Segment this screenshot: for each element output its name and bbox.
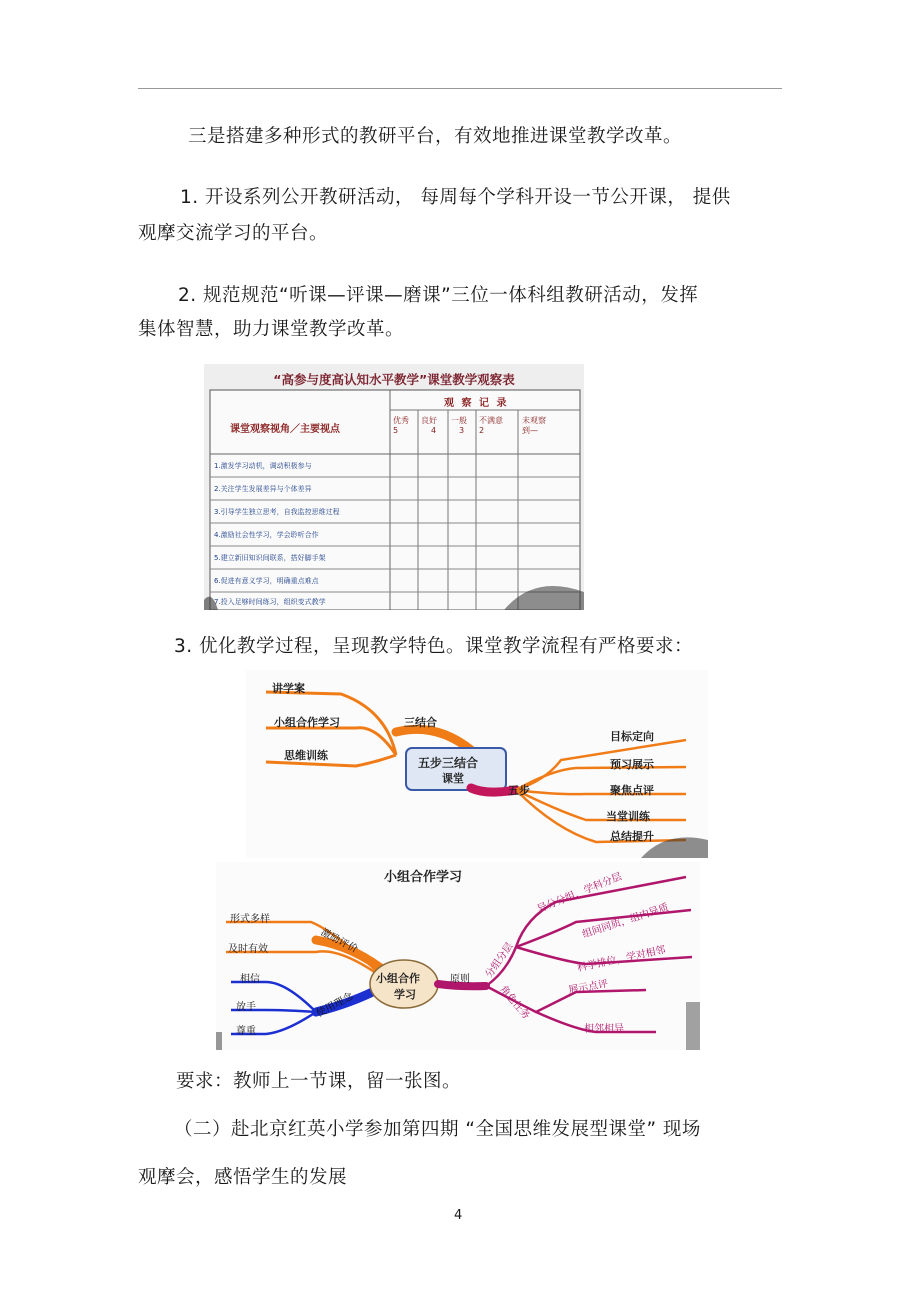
mindmap2-right-item: 组间同质，组内异质: [581, 902, 671, 941]
mindmap2-left-item: 形式多样: [230, 914, 270, 925]
paragraph-section2-line2: 观摩会，感悟学生的发展: [138, 1167, 348, 1188]
observation-row: 5.建立新旧知识间联系，搭好脚手架: [214, 554, 326, 562]
mindmap1-left-item: 思维训练: [284, 749, 328, 762]
mindmap1-right-item: 聚焦点评: [610, 784, 654, 797]
rating-score: 到—: [522, 426, 538, 435]
observation-row: 7.投入足够时间练习，组织变式教学: [214, 598, 326, 606]
rating-label: 一般: [451, 416, 467, 425]
paragraph-section2-line1: （二）赴北京红英小学参加第四期 “全国思维发展型课堂” 现场: [174, 1119, 701, 1140]
mindmap1-right-item: 目标定向: [610, 730, 654, 743]
paragraph-item1-line2: 观摩交流学习的平台。: [138, 223, 329, 244]
header-rule: [138, 88, 782, 89]
observation-row: 4.激励社会性学习，学会聆听合作: [214, 531, 319, 539]
mindmap-five-steps: [246, 670, 708, 858]
rating-label: 良好: [421, 416, 437, 425]
rating-label: 优秀: [393, 416, 409, 425]
mindmap1-branch-left: 三结合: [404, 716, 437, 729]
mindmap2-principle: 原则: [450, 974, 470, 985]
mindmap1-right-item: 预习展示: [610, 758, 654, 771]
mindmap2-right-item: 异分分组，学科分层: [535, 871, 624, 916]
rating-score: 4: [431, 426, 437, 435]
rating-score: 3: [459, 426, 465, 435]
mindmap1-right-item: 总结提升: [610, 830, 654, 843]
paragraph-requirement: 要求：教师上一节课，留一张图。: [176, 1071, 462, 1092]
paragraph-item3: 3. 优化教学过程，呈现教学特色。课堂教学流程有严格要求：: [174, 636, 694, 657]
mindmap2-title: 小组合作学习: [384, 870, 463, 885]
rating-score: 2: [479, 426, 485, 435]
page-number: 4: [454, 1208, 463, 1223]
rating-label: 不满意: [479, 416, 503, 425]
mindmap2-left-item: 放手: [236, 1002, 256, 1013]
mindmap-group-learning: [216, 862, 700, 1050]
observation-group-header: 观 察 记 录: [444, 398, 509, 409]
observation-row: 1.激发学习动机，调动积极参与: [214, 462, 312, 470]
mindmap1-center-sub: 课堂: [442, 772, 464, 785]
mindmap2-center-sub: 学习: [394, 988, 416, 1001]
observation-row: 3.引导学生独立思考，自我监控思维过程: [214, 508, 340, 516]
mindmap2-center: 小组合作: [376, 972, 420, 985]
paragraph-item1-line1: 1. 开设系列公开教研活动， 每周每个学科开设一节公开课， 提供: [180, 187, 731, 208]
mindmap2-right-item: 展示点评: [567, 978, 609, 997]
rating-label: 未观察: [522, 416, 546, 425]
mindmap2-left-item: 相信: [240, 974, 260, 985]
mindmap1-center: 五步三结合: [418, 756, 479, 770]
paragraph-intro: 三是搭建多种形式的教研平台，有效地推进课堂教学改革。: [188, 126, 683, 147]
mindmap1-left-item: 讲学案: [272, 682, 305, 695]
mindmap2-branch-grouping: 分组分层: [483, 941, 516, 981]
observation-col-header: 课堂观察视角／主要视点: [230, 424, 340, 435]
paragraph-item2-line1: 2. 规范规范“听课—评课—磨课”三位一体科组教研活动，发挥: [178, 285, 699, 306]
mindmap2-left-item: 及时有效: [228, 944, 268, 955]
mindmap2-right-item: 相邻相异: [584, 1024, 624, 1035]
observation-table-image: [204, 364, 584, 610]
observation-row: 2.关注学生发展差异与个体差异: [214, 485, 312, 493]
paragraph-item2-line2: 集体智慧，助力课堂教学改革。: [138, 319, 405, 340]
mindmap2-branch-roles: 角色任务: [497, 983, 532, 1022]
mindmap2-branch-encourage: 激励评价: [318, 927, 360, 956]
mindmap1-left-item: 小组合作学习: [274, 716, 340, 729]
observation-table-title: “高参与度高认知水平教学”课堂教学观察表: [273, 372, 515, 387]
rating-score: 5: [393, 426, 399, 435]
mindmap1-branch-right: 五步: [508, 784, 530, 797]
mindmap1-right-item: 当堂训练: [606, 810, 650, 823]
mindmap2-right-item: 科学排位，学对相邻: [576, 944, 667, 975]
mindmap2-left-item: 尊重: [236, 1026, 256, 1037]
observation-row: 6.促进有意义学习，明确重点难点: [214, 577, 319, 585]
mindmap2-branch-concept: 使用理念: [314, 991, 356, 1020]
